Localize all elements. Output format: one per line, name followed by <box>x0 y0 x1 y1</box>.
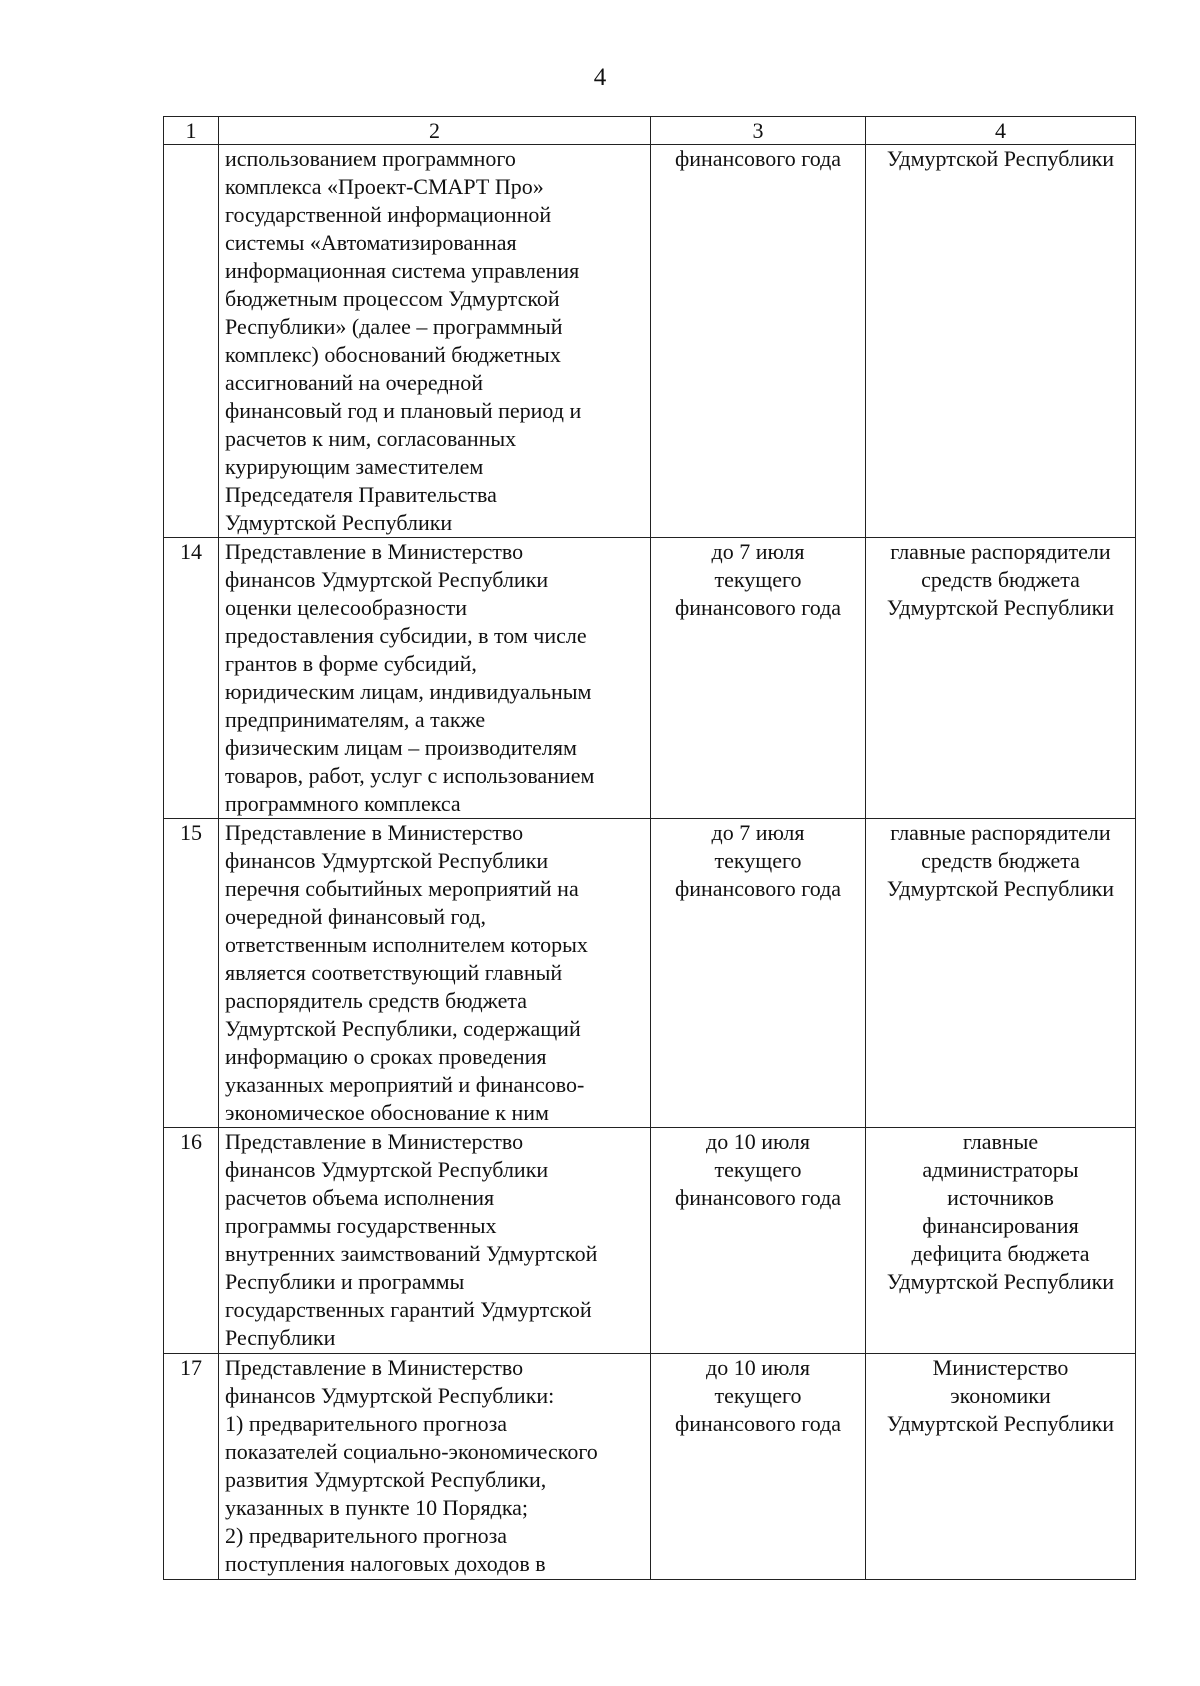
row-number: 17 <box>164 1354 219 1580</box>
table-row <box>164 538 1136 819</box>
table-row <box>164 1354 1136 1580</box>
row-responsible: главные администраторы источников финансирования дефицита бюджета Удмуртской Республики <box>866 1128 1136 1354</box>
row-number <box>164 145 219 538</box>
row-responsible: главные распорядители средств бюджета Удмуртской Республики <box>866 538 1136 819</box>
row-number: 15 <box>164 819 219 1128</box>
page-number: 4 <box>593 64 607 91</box>
row-deadline: до 7 июля текущего финансового года <box>651 819 866 1128</box>
row-deadline: финансового года <box>651 145 866 538</box>
row-description: Представление в Министерство финансов Удмуртской Республики: 1) предварительного прогноза показателей социально-экономического развития Удмуртской Республики, указанных в пункте 10 Порядка; 2) предварительного прогноза поступления налоговых доходов в <box>219 1354 651 1580</box>
row-description: использованием программного комплекса «Проект-СМАРТ Про» государственной информационной системы «Автоматизированная информационная система управления бюджетным процессом Удмуртской Республики» (далее – программный комплекс) обоснований бюджетных ассигнований на очередной финансовый год и плановый период и расчетов к ним, согласованных курирующим заместителем Председателя Правительства Удмуртской Республики <box>219 145 651 538</box>
table-header-row <box>164 117 1136 145</box>
row-deadline: до 10 июля текущего финансового года <box>651 1128 866 1354</box>
row-number: 16 <box>164 1128 219 1354</box>
table-row <box>164 1128 1136 1354</box>
row-deadline: до 7 июля текущего финансового года <box>651 538 866 819</box>
row-description: Представление в Министерство финансов Удмуртской Республики оценки целесообразности предоставления субсидии, в том числе грантов в форме субсидий, юридическим лицам, индивидуальным предпринимателям, а также физическим лицам – производителям товаров, работ, услуг с использованием программного комплекса <box>219 538 651 819</box>
row-responsible: Удмуртской Республики <box>866 145 1136 538</box>
header-cell-2: 2 <box>219 117 651 145</box>
header-cell-1: 1 <box>164 117 219 145</box>
row-description: Представление в Министерство финансов Удмуртской Республики перечня событийных мероприятий на очередной финансовый год, ответственным исполнителем которых является соответствующий главный распорядитель средств бюджета Удмуртской Республики, содержащий информацию о сроках проведения указанных мероприятий и финансово- экономическое обоснование к ним <box>219 819 651 1128</box>
schedule-table <box>163 116 1136 1580</box>
row-number: 14 <box>164 538 219 819</box>
header-cell-4: 4 <box>866 117 1136 145</box>
table-row <box>164 819 1136 1128</box>
row-responsible: Министерство экономики Удмуртской Республики <box>866 1354 1136 1580</box>
table-row <box>164 145 1136 538</box>
row-description: Представление в Министерство финансов Удмуртской Республики расчетов объема исполнения программы государственных внутренних заимствований Удмуртской Республики и программы государственных гарантий Удмуртской Республики <box>219 1128 651 1354</box>
row-deadline: до 10 июля текущего финансового года <box>651 1354 866 1580</box>
header-cell-3: 3 <box>651 117 866 145</box>
row-responsible: главные распорядители средств бюджета Удмуртской Республики <box>866 819 1136 1128</box>
